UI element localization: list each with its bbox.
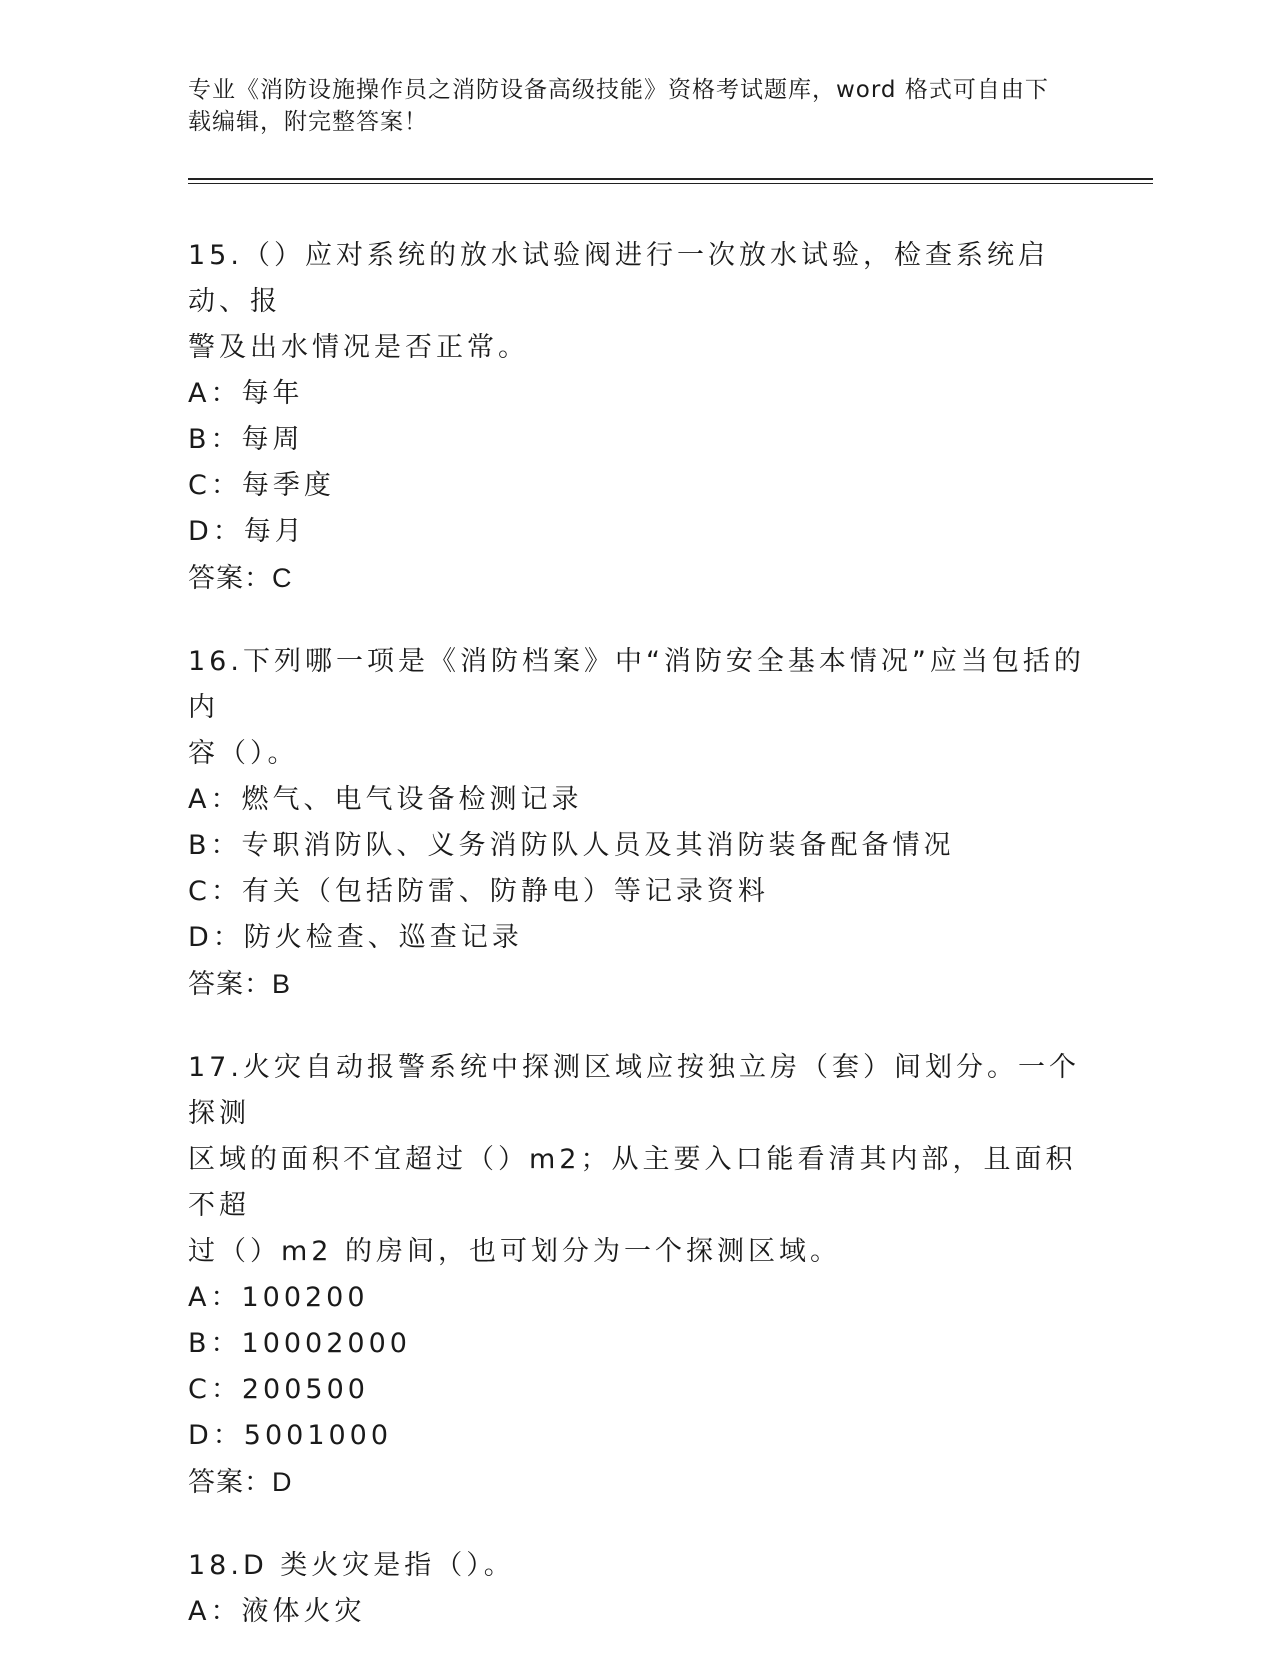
document-header (188, 74, 1078, 138)
question-stem-line: 15.（）应对系统的放水试验阀进行一次放水试验，检查系统启动、报 (188, 240, 1049, 317)
header-divider-thin (188, 183, 1153, 184)
question-stem-line: 区域的面积不宜超过（）m2；从主要入口能看清其内部，且面积不超 (188, 1144, 1077, 1221)
option-b: B：10002000 (188, 1328, 411, 1359)
option-c: C：有关（包括防雷、防静电）等记录资料 (188, 876, 769, 907)
option-b: B：每周 (188, 424, 304, 455)
option-d: D：每月 (188, 516, 306, 547)
option-c: C：每季度 (188, 470, 335, 501)
question-stem-line: 17.火灾自动报警系统中探测区域应按独立房（套）间划分。一个探测 (188, 1052, 1080, 1129)
question-15 (188, 233, 1088, 601)
header-line-1: 专业《消防设施操作员之消防设备高级技能》资格考试题库，word 格式可自由下 (188, 77, 1049, 103)
question-stem-line: 过（）m2 的房间，也可划分为一个探测区域。 (188, 1236, 842, 1267)
option-a: A：100200 (188, 1282, 369, 1313)
question-stem-line: 16.下列哪一项是《消防档案》中“消防安全基本情况”应当包括的内 (188, 646, 1085, 723)
question-list (188, 233, 1088, 1673)
answer: 答案：C (188, 563, 293, 593)
question-17 (188, 1045, 1088, 1505)
option-a: A：燃气、电气设备检测记录 (188, 784, 583, 815)
option-b: B：专职消防队、义务消防队人员及其消防装备配备情况 (188, 830, 955, 861)
option-c: C：200500 (188, 1374, 369, 1405)
option-a: A：每年 (188, 378, 304, 409)
option-d: D：防火检查、巡查记录 (188, 922, 523, 953)
question-18 (188, 1543, 1088, 1635)
question-stem-line: 18.D 类火灾是指（）。 (188, 1550, 515, 1581)
option-d: D：5001000 (188, 1420, 393, 1451)
header-line-2: 载编辑，附完整答案！ (188, 109, 428, 135)
answer: 答案：D (188, 1467, 293, 1497)
option-a: A：液体火灾 (188, 1596, 366, 1627)
header-divider-thick (188, 178, 1153, 180)
question-stem-line: 警及出水情况是否正常。 (188, 332, 529, 363)
question-stem-line: 容（）。 (188, 738, 299, 769)
question-16 (188, 639, 1088, 1007)
answer: 答案：B (188, 969, 292, 999)
